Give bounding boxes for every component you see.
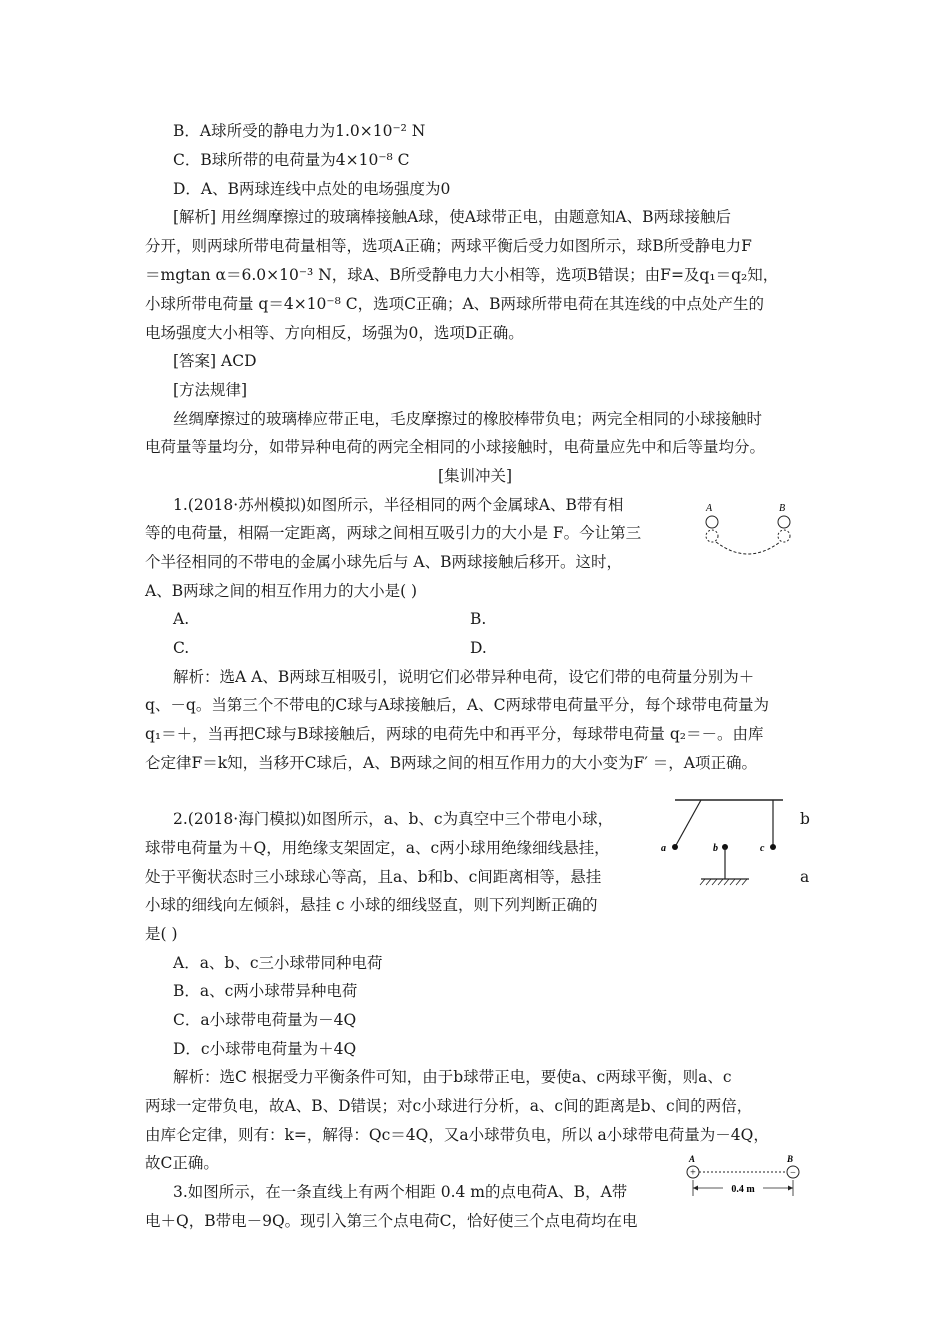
s1-line-3: q₁＝＋，当再把C球与B球接触后，两球的电荷先中和再平分，每球带电荷量 q₂＝－。由库 [145, 725, 764, 743]
ball-b-label: b [713, 843, 718, 854]
q2-side-b: b [800, 810, 810, 828]
charge-b-label: B [787, 1154, 794, 1164]
s2-line-4: 故C正确。 [145, 1154, 219, 1172]
s1-line-1: 解析：选A A、B两球互相吸引，说明它们必带异种电荷，设它们带的电荷量分别为＋ [173, 668, 755, 686]
ball-c [770, 844, 776, 850]
q2-option-d: D．c小球带电荷量为＋4Q [173, 1040, 357, 1058]
q1-option-b: B. [470, 610, 487, 628]
q2-option-b: B．a、c两小球带异种电荷 [173, 982, 358, 1000]
minus-sign: − [790, 1167, 796, 1179]
sphere-c-ghost-right [778, 530, 790, 542]
q2-line-2: 球带电荷量为＋Q，用绝缘支架固定，a、c两小球用绝缘细线悬挂， [145, 839, 610, 857]
q1-option-c: C. [173, 639, 190, 657]
q1-line-4: A、B两球之间的相互作用力的大小是( ) [145, 582, 418, 600]
ball-a [672, 844, 678, 850]
q2-option-a: A．a、b、c三小球带同种电荷 [173, 954, 383, 972]
three-balls-figure [655, 795, 795, 890]
sphere-a [706, 516, 718, 528]
thread-a [675, 800, 701, 847]
s2-line-2: 两球一定带负电，故A、B、D错误；对c小球进行分析，a、c间的距离是b、c间的两倍， [145, 1097, 753, 1115]
option-c-line: C．B球所带的电荷量为4×10⁻⁸ C [173, 151, 410, 169]
s2-line-1: 解析：选C 根据受力平衡条件可知，由于b球带正电，要使a、c两球平衡，则a、c [173, 1068, 732, 1086]
q2-line-3: 处于平衡状态时三小球球心等高，且a、b和b、c间距离相等，悬挂 [145, 868, 602, 886]
distance-label: 0.4 m [731, 1184, 755, 1195]
answer-line: [答案] ACD [173, 352, 257, 370]
q2-side-a: a [800, 868, 810, 886]
sphere-c-ghost-left [706, 530, 718, 542]
sphere-a-label: A [706, 503, 713, 514]
q3-line-1: 3.如图所示，在一条直线上有两个相距 0.4 m的点电荷A、B，A带 [173, 1183, 628, 1201]
q1-line-2: 等的电荷量，相隔一定距离，两球之间相互吸引力的大小是 F。今让第三 [145, 524, 642, 542]
analysis-line-4: 小球所带电荷量 q＝4×10⁻⁸ C，选项C正确；A、B两球所带电荷在其连线的中点处产生的 [145, 295, 765, 313]
option-b-line: B．A球所受的静电力为1.0×10⁻² N [173, 122, 426, 140]
q2-option-c: C．a小球带电荷量为－4Q [173, 1011, 357, 1029]
q2-line-4: 小球的细线向左倾斜，悬挂 c 小球的细线竖直，则下列判断正确的 [145, 896, 598, 914]
q2-line-5: 是( ) [145, 925, 178, 943]
analysis-line-3: ＝mgtan α＝6.0×10⁻³ N，球A、B所受静电力大小相等，选项B错误；由F=及q₁＝q₂知， [145, 266, 779, 284]
s1-line-4: 仑定律F＝k知，当移开C球后，A、B两球之间的相互作用力的大小变为F′ ＝，A项正确。 [145, 754, 757, 772]
analysis-line-2: 分开，则两球所带电荷量相等，选项A正确；两球平衡后受力如图所示，球B所受静电力F [145, 237, 752, 255]
q1-line-3: 个半径相同的不带电的金属小球先后与 A、B两球接触后移开。这时， [145, 553, 623, 571]
q1-option-a: A. [173, 610, 190, 628]
analysis-line-5: 电场强度大小相等、方向相反，场强为0，选项D正确。 [145, 324, 524, 342]
s2-line-3: 由库仑定律，则有：k=，解得：Qc＝4Q，又a小球带负电，所以 a小球带电荷量为－4Q， [145, 1126, 769, 1144]
ball-c-label: c [760, 843, 765, 854]
practice-heading: [集训冲关] [437, 467, 513, 485]
q3-line-2: 电＋Q，B带电－9Q。现引入第三个点电荷C，恰好使三个点电荷均在电 [145, 1212, 638, 1230]
method-heading: [方法规律] [173, 381, 248, 399]
spheres-figure [700, 500, 795, 565]
point-charges-figure [683, 1152, 803, 1202]
charge-a-label: A [689, 1154, 696, 1164]
s1-line-2: q、－q。当第三个不带电的C球与A球接触后，A、C两球带电荷量平分，每个球带电荷量为 [145, 696, 769, 714]
analysis-line-1: [解析] 用丝绸摩擦过的玻璃棒接触A球，使A球带正电，由题意知A、B两球接触后 [173, 208, 731, 226]
q1-line-1: 1.(2018·苏州模拟)如图所示，半径相同的两个金属球A、B带有相 [173, 496, 624, 514]
sphere-c-path [716, 542, 780, 554]
ball-a-label: a [661, 843, 666, 854]
q1-option-d: D. [470, 639, 487, 657]
ground-hatch [700, 879, 747, 885]
option-d-line: D．A、B两球连线中点处的电场强度为0 [173, 180, 451, 198]
method-line-1: 丝绸摩擦过的玻璃棒应带正电，毛皮摩擦过的橡胶棒带负电；两完全相同的小球接触时 [173, 410, 763, 428]
plus-sign: + [690, 1167, 696, 1179]
sphere-b [778, 516, 790, 528]
q2-line-1: 2.(2018·海门模拟)如图所示，a、b、c为真空中三个带电小球， [173, 810, 614, 828]
method-line-2: 电荷量等量均分，如带异种电荷的两完全相同的小球接触时，电荷量应先中和后等量均分。 [145, 438, 766, 456]
sphere-b-label: B [779, 503, 786, 514]
